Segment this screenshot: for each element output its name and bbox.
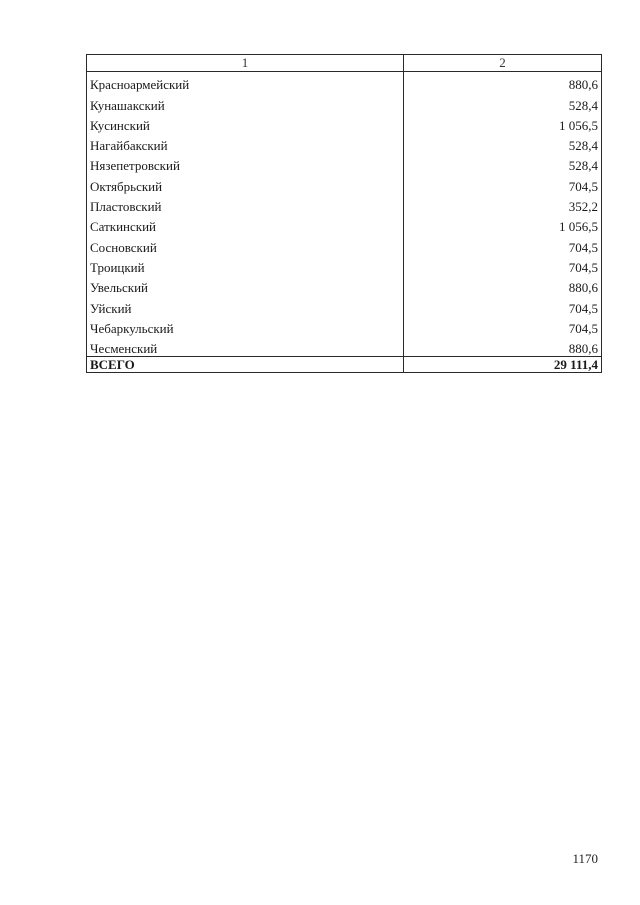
district-name: Красноармейский bbox=[87, 72, 404, 93]
district-name: Нагайбакский bbox=[87, 133, 404, 153]
district-name: Кунашакский bbox=[87, 92, 404, 112]
table-row bbox=[87, 153, 602, 173]
table-row bbox=[87, 133, 602, 153]
table-row bbox=[87, 234, 602, 254]
table-header-row bbox=[87, 55, 602, 72]
total-value: 29 111,4 bbox=[404, 357, 602, 373]
district-value: 1 056,5 bbox=[404, 214, 602, 234]
page-number: 1170 bbox=[572, 851, 598, 866]
district-value: 880,6 bbox=[404, 336, 602, 357]
district-name: Чебаркульский bbox=[87, 316, 404, 336]
total-row bbox=[87, 357, 602, 373]
table-row bbox=[87, 255, 602, 275]
district-name: Уйский bbox=[87, 295, 404, 315]
district-value: 704,5 bbox=[404, 173, 602, 193]
table-row bbox=[87, 194, 602, 214]
district-value: 880,6 bbox=[404, 275, 602, 295]
table-row bbox=[87, 72, 602, 93]
district-value: 528,4 bbox=[404, 153, 602, 173]
district-value: 880,6 bbox=[404, 72, 602, 93]
district-value: 704,5 bbox=[404, 295, 602, 315]
table-row bbox=[87, 275, 602, 295]
district-name: Кусинский bbox=[87, 113, 404, 133]
table-row bbox=[87, 214, 602, 234]
column-header-2: 2 bbox=[404, 55, 602, 72]
table-row bbox=[87, 295, 602, 315]
district-name: Сосновский bbox=[87, 234, 404, 254]
table-row bbox=[87, 113, 602, 133]
district-value: 528,4 bbox=[404, 92, 602, 112]
district-name: Пластовский bbox=[87, 194, 404, 214]
district-name: Чесменский bbox=[87, 336, 404, 357]
district-value: 528,4 bbox=[404, 133, 602, 153]
table-row bbox=[87, 173, 602, 193]
table-row bbox=[87, 336, 602, 357]
district-value: 704,5 bbox=[404, 316, 602, 336]
district-value: 1 056,5 bbox=[404, 113, 602, 133]
district-name: Нязепетровский bbox=[87, 153, 404, 173]
total-label: ВСЕГО bbox=[87, 357, 404, 373]
district-name: Октябрьский bbox=[87, 173, 404, 193]
table-row bbox=[87, 92, 602, 112]
district-name: Увельский bbox=[87, 275, 404, 295]
district-value: 352,2 bbox=[404, 194, 602, 214]
allocation-table bbox=[86, 54, 602, 373]
table-row bbox=[87, 316, 602, 336]
district-name: Саткинский bbox=[87, 214, 404, 234]
district-name: Троицкий bbox=[87, 255, 404, 275]
district-value: 704,5 bbox=[404, 255, 602, 275]
district-value: 704,5 bbox=[404, 234, 602, 254]
column-header-1: 1 bbox=[87, 55, 404, 72]
